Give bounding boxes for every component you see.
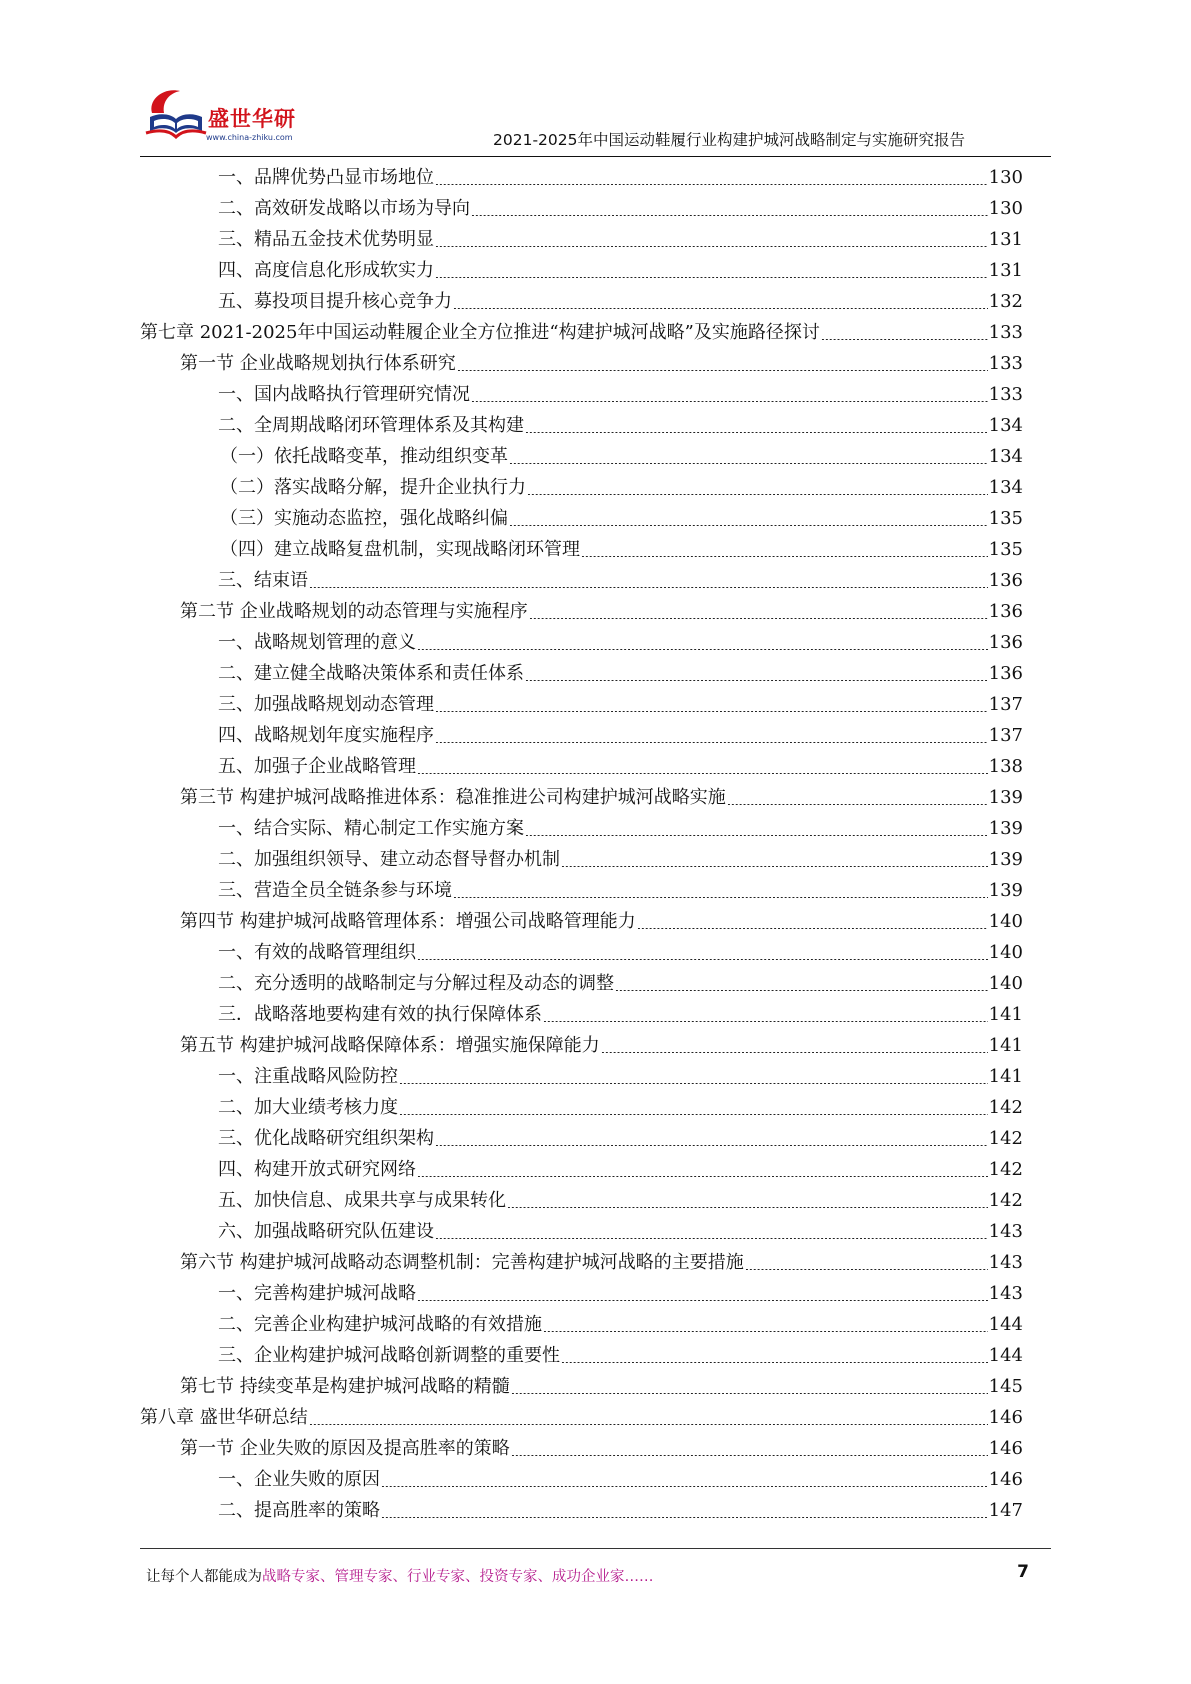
toc-dot-leader: [525, 835, 988, 836]
toc-entry-page: 144: [988, 1345, 1023, 1366]
toc-dot-leader: [399, 1114, 988, 1115]
toc-entry[interactable]: [218, 255, 1023, 286]
toc-entry[interactable]: [180, 906, 1023, 937]
toc-dot-leader: [435, 711, 988, 712]
toc-entry[interactable]: [218, 720, 1023, 751]
toc-entry-title: 二、加强组织领导、建立动态督导督办机制: [218, 849, 560, 870]
toc-entry-title: 四、构建开放式研究网络: [218, 1159, 416, 1180]
toc-entry[interactable]: [218, 875, 1023, 906]
toc-entry-page: 132: [988, 291, 1023, 312]
toc-entry-page: 135: [988, 539, 1023, 560]
toc-entry-title: 五、募投项目提升核心竞争力: [218, 291, 452, 312]
toc-entry-title: 第六节 构建护城河战略动态调整机制：完善构建护城河战略的主要措施: [180, 1252, 744, 1273]
toc-entry[interactable]: [218, 999, 1023, 1030]
toc-entry-title: 第八章 盛世华研总结: [140, 1407, 308, 1428]
toc-entry-title: 第七章 2021-2025年中国运动鞋履企业全方位推进“构建护城河战略”及实施路径探讨: [140, 322, 820, 343]
toc-entry-title: 第二节 企业战略规划的动态管理与实施程序: [180, 601, 528, 622]
toc-dot-leader: [417, 959, 988, 960]
toc-dot-leader: [529, 618, 988, 619]
toc-entry-title: 第一节 企业失败的原因及提高胜率的策略: [180, 1438, 510, 1459]
toc-entry-page: 137: [988, 694, 1023, 715]
toc-entry-page: 134: [988, 446, 1023, 467]
toc-dot-leader: [435, 246, 988, 247]
toc-entry-title: 一、有效的战略管理组织: [218, 942, 416, 963]
toc-dot-leader: [435, 277, 988, 278]
toc-dot-leader: [309, 587, 988, 588]
toc-entry[interactable]: [180, 1371, 1023, 1402]
toc-dot-leader: [417, 1176, 988, 1177]
toc-entry-title: 二、建立健全战略决策体系和责任体系: [218, 663, 524, 684]
page-header: [0, 0, 1191, 150]
toc-entry-page: 137: [988, 725, 1023, 746]
toc-entry-title: 三、优化战略研究组织架构: [218, 1128, 434, 1149]
toc-entry[interactable]: [218, 1216, 1023, 1247]
toc-entry-title: 三、精品五金技术优势明显: [218, 229, 434, 250]
toc-entry-page: 144: [988, 1314, 1023, 1335]
toc-entry-page: 133: [988, 353, 1023, 374]
toc-dot-leader: [821, 339, 988, 340]
toc-dot-leader: [509, 525, 988, 526]
toc-dot-leader: [435, 1238, 988, 1239]
toc-entry[interactable]: [218, 1061, 1023, 1092]
toc-entry-title: 三、加强战略规划动态管理: [218, 694, 434, 715]
toc-entry[interactable]: [218, 224, 1023, 255]
toc-dot-leader: [471, 215, 988, 216]
toc-entry-page: 143: [988, 1221, 1023, 1242]
footer-slogan: [146, 1565, 654, 1586]
toc-entry-page: 140: [988, 973, 1023, 994]
toc-entry[interactable]: [218, 1092, 1023, 1123]
toc-entry-title: 二、完善企业构建护城河战略的有效措施: [218, 1314, 542, 1335]
toc-dot-leader: [435, 1145, 988, 1146]
toc-entry-page: 140: [988, 911, 1023, 932]
toc-dot-leader: [727, 804, 988, 805]
toc-entry[interactable]: [218, 627, 1023, 658]
toc-entry[interactable]: [218, 813, 1023, 844]
toc-dot-leader: [453, 308, 988, 309]
toc-entry[interactable]: [180, 348, 1023, 379]
toc-entry[interactable]: [218, 1154, 1023, 1185]
toc-entry-page: 146: [988, 1469, 1023, 1490]
toc-entry-page: 142: [988, 1190, 1023, 1211]
toc-entry[interactable]: [218, 193, 1023, 224]
toc-entry[interactable]: [220, 441, 1023, 472]
toc-entry-title: （二）落实战略分解，提升企业执行力: [220, 477, 526, 498]
toc-entry[interactable]: [218, 1495, 1023, 1526]
toc-entry-page: 136: [988, 570, 1023, 591]
toc-entry-title: 一、国内战略执行管理研究情况: [218, 384, 470, 405]
toc-entry[interactable]: [220, 472, 1023, 503]
toc-entry-title: 三．战略落地要构建有效的执行保障体系: [218, 1004, 542, 1025]
toc-dot-leader: [511, 1393, 988, 1394]
toc-entry-title: （三）实施动态监控，强化战略纠偏: [220, 508, 508, 529]
toc-entry-title: 四、战略规划年度实施程序: [218, 725, 434, 746]
toc-dot-leader: [381, 1517, 988, 1518]
toc-entry-title: 三、结束语: [218, 570, 308, 591]
toc-entry[interactable]: [180, 782, 1023, 813]
toc-entry-title: 一、战略规划管理的意义: [218, 632, 416, 653]
toc-entry-title: 第三节 构建护城河战略推进体系：稳准推进公司构建护城河战略实施: [180, 787, 726, 808]
toc-dot-leader: [525, 432, 988, 433]
toc-dot-leader: [637, 928, 988, 929]
toc-entry-page: 141: [988, 1066, 1023, 1087]
toc-entry-title: 一、企业失败的原因: [218, 1469, 380, 1490]
footer-divider: [140, 1548, 1051, 1549]
toc-dot-leader: [601, 1052, 988, 1053]
toc-entry-title: （一）依托战略变革，推动组织变革: [220, 446, 508, 467]
toc-entry[interactable]: [180, 1030, 1023, 1061]
toc-entry[interactable]: [218, 286, 1023, 317]
company-logo: [140, 83, 310, 153]
toc-dot-leader: [457, 370, 988, 371]
toc-dot-leader: [471, 401, 988, 402]
toc-entry-page: 138: [988, 756, 1023, 777]
toc-entry-page: 147: [988, 1500, 1023, 1521]
report-title: 2021-2025年中国运动鞋履行业构建护城河战略制定与实施研究报告: [493, 131, 965, 149]
toc-entry[interactable]: [220, 534, 1023, 565]
toc-dot-leader: [561, 866, 988, 867]
logo-name: 盛世华研: [208, 107, 296, 131]
toc-dot-leader: [399, 1083, 988, 1084]
toc-dot-leader: [417, 649, 988, 650]
toc-entry-title: 四、高度信息化形成软实力: [218, 260, 434, 281]
toc-entry[interactable]: [218, 1309, 1023, 1340]
toc-entry-page: 142: [988, 1097, 1023, 1118]
toc-entry[interactable]: [218, 1464, 1023, 1495]
toc-entry-page: 143: [988, 1283, 1023, 1304]
toc-dot-leader: [745, 1269, 988, 1270]
toc-entry-title: 一、结合实际、精心制定工作实施方案: [218, 818, 524, 839]
page-number: 7: [1017, 1562, 1029, 1582]
toc-entry-title: 一、注重战略风险防控: [218, 1066, 398, 1087]
toc-entry-page: 130: [988, 198, 1023, 219]
toc-entry-page: 142: [988, 1159, 1023, 1180]
toc-entry-title: 二、全周期战略闭环管理体系及其构建: [218, 415, 524, 436]
toc-entry-page: 131: [988, 260, 1023, 281]
toc-entry-page: 140: [988, 942, 1023, 963]
toc-entry[interactable]: [218, 689, 1023, 720]
toc-entry[interactable]: [218, 1340, 1023, 1371]
toc-entry-title: 二、加大业绩考核力度: [218, 1097, 398, 1118]
toc-entry-page: 139: [988, 880, 1023, 901]
toc-entry-page: 145: [988, 1376, 1023, 1397]
toc-dot-leader: [435, 184, 988, 185]
toc-entry-title: 二、充分透明的战略制定与分解过程及动态的调整: [218, 973, 614, 994]
toc-dot-leader: [615, 990, 988, 991]
toc-entry-title: 一、品牌优势凸显市场地位: [218, 167, 434, 188]
toc-dot-leader: [525, 680, 988, 681]
toc-entry-title: 第五节 构建护城河战略保障体系：增强实施保障能力: [180, 1035, 600, 1056]
toc-dot-leader: [543, 1331, 988, 1332]
toc-dot-leader: [435, 742, 988, 743]
toc-entry[interactable]: [218, 844, 1023, 875]
toc-entry[interactable]: [218, 658, 1023, 689]
toc-entry[interactable]: [218, 410, 1023, 441]
toc-entry[interactable]: [180, 596, 1023, 627]
toc-entry-page: 136: [988, 601, 1023, 622]
toc-entry-page: 142: [988, 1128, 1023, 1149]
toc-entry-title: 第一节 企业战略规划执行体系研究: [180, 353, 456, 374]
toc-entry[interactable]: [140, 1402, 1023, 1433]
toc-entry-page: 133: [988, 322, 1023, 343]
footer-slogan-prefix: 让每个人都能成为: [146, 1569, 262, 1585]
toc-entry[interactable]: [220, 503, 1023, 534]
toc-entry-title: 第七节 持续变革是构建护城河战略的精髓: [180, 1376, 510, 1397]
toc-entry-page: 133: [988, 384, 1023, 405]
toc-entry-page: 131: [988, 229, 1023, 250]
toc-entry[interactable]: [218, 937, 1023, 968]
toc-dot-leader: [453, 897, 988, 898]
toc-entry-page: 136: [988, 663, 1023, 684]
toc-dot-leader: [381, 1486, 988, 1487]
toc-entry-title: 三、企业构建护城河战略创新调整的重要性: [218, 1345, 560, 1366]
toc-entry-page: 134: [988, 415, 1023, 436]
toc-entry-page: 136: [988, 632, 1023, 653]
toc-entry[interactable]: [218, 379, 1023, 410]
toc-entry-title: 二、高效研发战略以市场为导向: [218, 198, 470, 219]
toc-entry-page: 139: [988, 849, 1023, 870]
logo-emblem-icon: [140, 83, 210, 145]
toc-entry-page: 139: [988, 818, 1023, 839]
toc-entry-page: 143: [988, 1252, 1023, 1273]
toc-entry[interactable]: [180, 1433, 1023, 1464]
toc-entry-title: 第四节 构建护城河战略管理体系：增强公司战略管理能力: [180, 911, 636, 932]
toc-entry-title: 二、提高胜率的策略: [218, 1500, 380, 1521]
toc-dot-leader: [417, 773, 988, 774]
toc-entry-page: 141: [988, 1035, 1023, 1056]
toc-entry[interactable]: [218, 1123, 1023, 1154]
toc-entry-page: 135: [988, 508, 1023, 529]
toc-entry-title: 五、加快信息、成果共享与成果转化: [218, 1190, 506, 1211]
toc-dot-leader: [527, 494, 988, 495]
toc-entry-page: 130: [988, 167, 1023, 188]
toc-entry[interactable]: [218, 1185, 1023, 1216]
toc-entry-page: 146: [988, 1438, 1023, 1459]
toc-entry[interactable]: [218, 565, 1023, 596]
toc-entry-page: 134: [988, 477, 1023, 498]
toc-entry-title: 六、加强战略研究队伍建设: [218, 1221, 434, 1242]
toc-entry[interactable]: [180, 1247, 1023, 1278]
toc-dot-leader: [581, 556, 988, 557]
toc-dot-leader: [309, 1424, 988, 1425]
toc-dot-leader: [511, 1455, 988, 1456]
toc-entry-page: 139: [988, 787, 1023, 808]
toc-entry[interactable]: [218, 162, 1023, 193]
toc-entry-page: 146: [988, 1407, 1023, 1428]
header-divider: [140, 156, 1051, 157]
toc-entry[interactable]: [218, 1278, 1023, 1309]
toc-entry[interactable]: [140, 317, 1023, 348]
toc-dot-leader: [561, 1362, 988, 1363]
toc-entry-page: 141: [988, 1004, 1023, 1025]
toc-dot-leader: [417, 1300, 988, 1301]
toc-dot-leader: [507, 1207, 988, 1208]
toc-dot-leader: [509, 463, 988, 464]
toc-entry-title: 三、营造全员全链条参与环境: [218, 880, 452, 901]
footer-slogan-highlight: 战略专家、管理专家、行业专家、投资专家、成功企业家……: [262, 1569, 654, 1585]
toc-entry[interactable]: [218, 751, 1023, 782]
toc-entry[interactable]: [218, 968, 1023, 999]
toc-entry-title: （四）建立战略复盘机制，实现战略闭环管理: [220, 539, 580, 560]
toc-dot-leader: [543, 1021, 988, 1022]
logo-url: www.china-zhiku.com: [206, 133, 293, 142]
toc-entry-title: 一、完善构建护城河战略: [218, 1283, 416, 1304]
toc-entry-title: 五、加强子企业战略管理: [218, 756, 416, 777]
